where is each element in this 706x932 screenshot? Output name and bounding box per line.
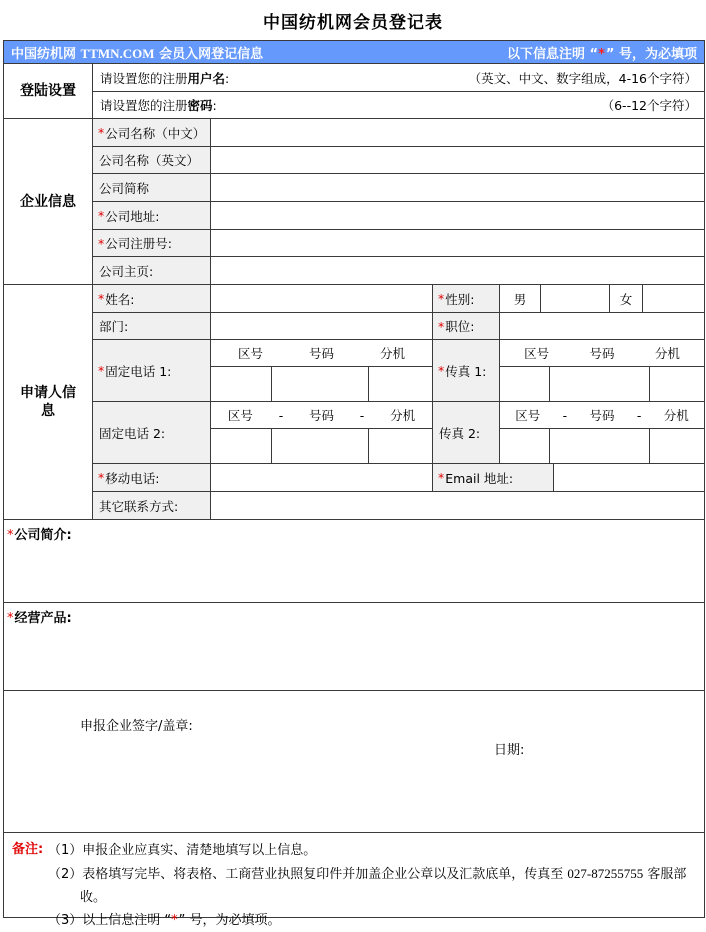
- tel1-header: [211, 340, 432, 366]
- company-homepage-label: 公司主页:: [93, 257, 210, 284]
- name-input[interactable]: [211, 285, 432, 312]
- products-label: *经营产品:: [7, 611, 72, 626]
- registration-table: [3, 40, 705, 928]
- tel2-number-input[interactable]: [272, 429, 368, 463]
- other-contact-input[interactable]: [211, 492, 704, 519]
- tel1-number-label: 号码: [308, 346, 334, 361]
- dash-separator: -: [636, 407, 642, 423]
- company-shortname-label: 公司简称: [93, 174, 210, 201]
- notes-list: [48, 839, 688, 932]
- company-homepage-input[interactable]: [211, 257, 704, 284]
- tel2-area-input[interactable]: [211, 429, 271, 463]
- fax1-number-input[interactable]: [550, 367, 649, 401]
- header-bar-left: 中国纺机网 TTMN.COM 会员入网登记信息: [11, 45, 264, 62]
- signature-label: 申报企业签字/盖章:: [80, 719, 193, 734]
- fax2-label: 传真 2:: [433, 402, 499, 463]
- fax1-header: [500, 340, 704, 366]
- applicant-section-label: 申请人信息: [4, 285, 92, 519]
- username-hint: （英文、中文、数字组成，4-16个字符）: [468, 70, 697, 86]
- company-regno-input[interactable]: [211, 230, 704, 256]
- password-hint: （6--12个字符）: [601, 98, 697, 113]
- mobile-input[interactable]: [211, 464, 432, 491]
- page-title: 中国纺机网会员登记表: [263, 13, 443, 33]
- tel1-ext-label: 分机: [379, 346, 405, 361]
- dash-separator: -: [278, 407, 284, 423]
- company-name-en-input[interactable]: [211, 147, 704, 173]
- password-label: 请设置您的注册密码:: [100, 98, 217, 113]
- fax2-number-label: 号码: [589, 408, 615, 423]
- header-bar-required-note: 以下信息注明 “*” 号，为必填项: [507, 46, 697, 62]
- fax2-number-input[interactable]: [550, 429, 649, 463]
- company-section-label: 企业信息: [4, 119, 92, 284]
- tel1-area-input[interactable]: [211, 367, 271, 401]
- login-section-label: 登陆设置: [4, 64, 92, 118]
- fax2-area-input[interactable]: [500, 429, 549, 463]
- dash-separator: -: [562, 407, 568, 423]
- department-input[interactable]: [211, 313, 432, 339]
- tel2-number-label: 号码: [308, 408, 334, 423]
- username-field[interactable]: [93, 64, 704, 91]
- note-item-2: （2）表格填写完毕、将表格、工商营业执照复印件并加盖企业公章以及汇款底单，传真至 027-87255755 客服部收。: [48, 866, 687, 905]
- date-label: 日期:: [494, 743, 525, 758]
- tel1-label: * 固定电话 1:: [93, 340, 210, 401]
- tel2-ext-label: 分机: [390, 408, 416, 423]
- tel2-area-code-label: 区号: [227, 408, 253, 423]
- department-label: 部门:: [93, 313, 210, 339]
- note-item-1: （1）申报企业应真实、清楚地填写以上信息。: [48, 843, 317, 858]
- company-name-cn-input[interactable]: [211, 119, 704, 146]
- fax-phone-number: 027-87255755: [567, 866, 644, 881]
- fax1-area-input[interactable]: [500, 367, 549, 401]
- tel1-ext-input[interactable]: [369, 367, 432, 401]
- fax1-area-code-label: 区号: [524, 346, 550, 361]
- username-label: 请设置您的注册用户名:: [100, 70, 230, 86]
- fax2-area-code-label: 区号: [515, 408, 541, 423]
- products-textarea[interactable]: [4, 603, 704, 690]
- other-contact-label: 其它联系方式:: [93, 492, 210, 519]
- company-address-label: * 公司地址:: [93, 202, 210, 229]
- position-input[interactable]: [500, 313, 704, 339]
- fax1-ext-input[interactable]: [650, 367, 704, 401]
- company-regno-label: * 公司注册号:: [93, 230, 210, 256]
- company-intro-textarea[interactable]: [4, 520, 704, 602]
- tel2-label: 固定电话 2:: [93, 402, 210, 463]
- fax1-label: * 传真 1:: [433, 340, 499, 401]
- gender-male-checkbox[interactable]: [541, 285, 609, 312]
- fax2-header: [500, 402, 704, 428]
- company-intro-label: *公司简介:: [7, 528, 72, 543]
- company-name-cn-label: * 公司名称（中文）: [93, 119, 210, 146]
- notes-block: [4, 833, 704, 928]
- name-label: * 姓名:: [93, 285, 210, 312]
- tel1-area-code-label: 区号: [237, 346, 263, 361]
- gender-male-label: 男: [500, 285, 540, 312]
- company-shortname-input[interactable]: [211, 174, 704, 201]
- password-field[interactable]: [93, 92, 704, 118]
- tel1-number-input[interactable]: [272, 367, 368, 401]
- note-item-3: （3）以上信息注明 “*” 号，为必填项。: [48, 913, 281, 928]
- mobile-label: * 移动电话:: [93, 464, 210, 491]
- site-domain: TTMN.COM: [80, 45, 155, 61]
- fax1-number-label: 号码: [589, 346, 615, 361]
- dash-separator: -: [359, 407, 365, 423]
- gender-female-checkbox[interactable]: [643, 285, 704, 312]
- tel2-header: [211, 402, 432, 428]
- position-label: * 职位:: [433, 313, 499, 339]
- email-input[interactable]: [554, 464, 704, 491]
- tel2-ext-input[interactable]: [369, 429, 432, 463]
- email-label: * Email 地址:: [433, 464, 553, 491]
- signature-block[interactable]: [4, 691, 704, 832]
- required-asterisk: *: [598, 46, 605, 62]
- gender-female-label: 女: [610, 285, 642, 312]
- company-name-en-label: 公司名称（英文）: [93, 147, 210, 173]
- fax1-ext-label: 分机: [654, 346, 680, 361]
- gender-label: * 性别:: [433, 285, 499, 312]
- fax2-ext-input[interactable]: [650, 429, 704, 463]
- company-address-input[interactable]: [211, 202, 704, 229]
- notes-label: 备注:: [12, 842, 44, 857]
- section-header-bar: [4, 41, 704, 63]
- fax2-ext-label: 分机: [663, 408, 689, 423]
- required-asterisk: *: [171, 913, 178, 928]
